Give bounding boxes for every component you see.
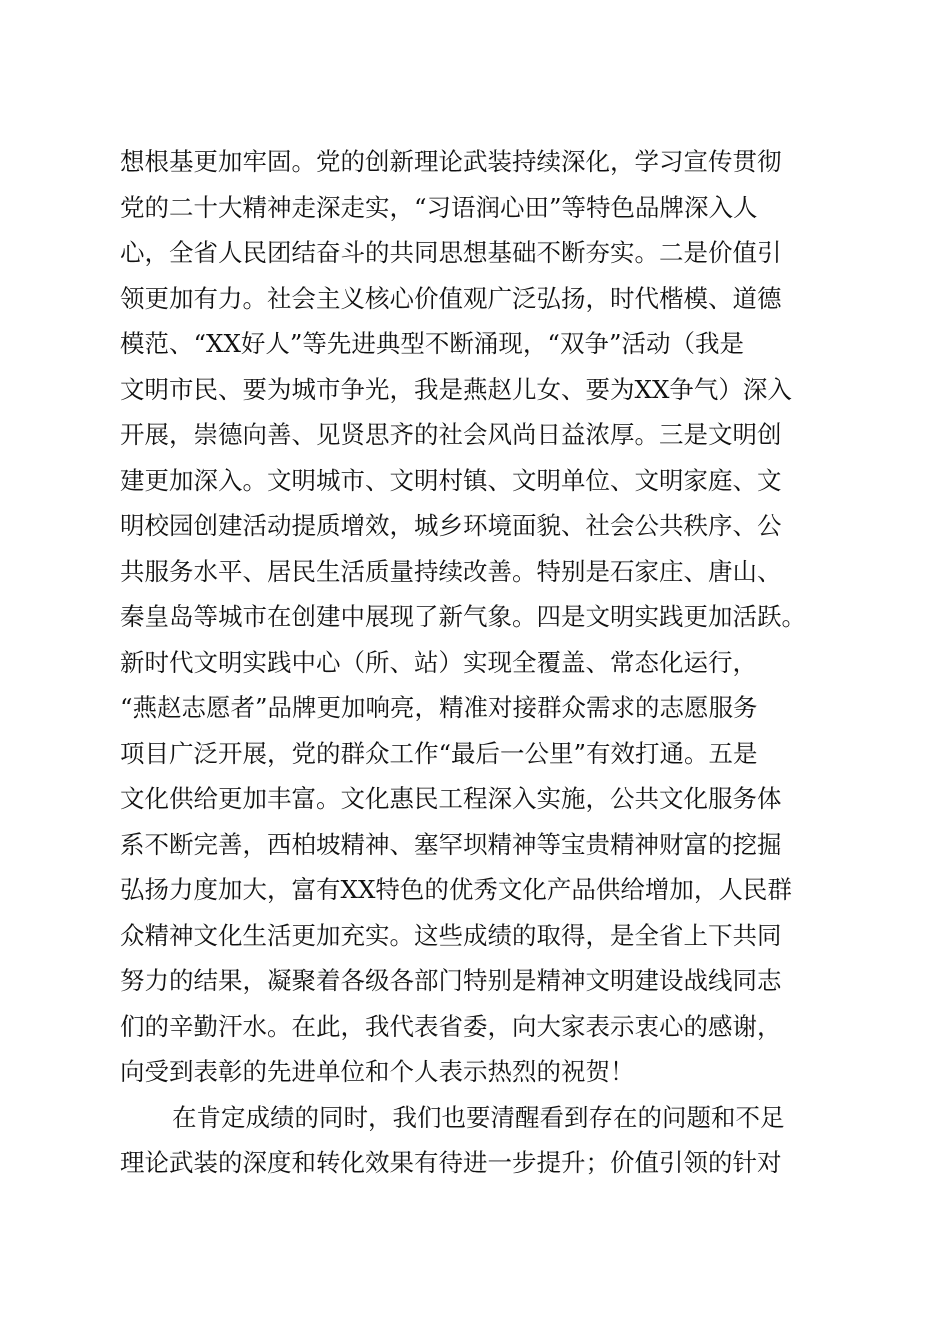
text-line: 文明市民、要为城市争光，我是燕赵儿女、要为XX争气）深入 [120,374,792,404]
text-line: 模范、“XX好人”等先进典型不断涌现，“双争”活动（我是 [120,329,744,358]
text-line: 向受到表彰的先进单位和个人表示热烈的祝贺！ [120,1057,635,1086]
text-line: 明校园创建活动提质增效，城乡环境面貌、社会公共秩序、公 [120,511,782,540]
text-line: “燕赵志愿者”品牌更加响亮，精准对接群众需求的志愿服务 [120,693,758,722]
text-line: 系不断完善，西柏坡精神、塞罕坝精神等宝贵精神财富的挖掘 [120,829,782,859]
text-line: 开展，崇德向善、见贤思齐的社会风尚日益浓厚。三是文明创 [120,420,782,449]
text-line: 心，全省人民团结奋斗的共同思想基础不断夯实。二是价值引 [120,238,782,267]
document-body [120,139,840,1186]
text-line: 们的辛勤汗水。在此，我代表省委，向大家表示衷心的感谢， [120,1011,782,1041]
text-line: 领更加有力。社会主义核心价值观广泛弘扬，时代楷模、道德 [120,283,782,313]
text-line: 项目广泛开展，党的群众工作“最后一公里”有效打通。五是 [120,738,758,768]
text-line: 秦皇岛等城市在创建中展现了新气象。四是文明实践更加活跃。 [120,602,806,631]
text-line: 理论武装的深度和转化效果有待进一步提升；价值引领的针对 [120,1148,782,1177]
text-line: 文化供给更加丰富。文化惠民工程深入实施，公共文化服务体 [120,784,782,813]
paragraph-first-line: 在肯定成绩的同时，我们也要清醒看到存在的问题和不足 [172,1102,785,1132]
text-line: 共服务水平、居民生活质量持续改善。特别是石家庄、唐山、 [120,556,782,586]
text-line: 党的二十大精神走深走实，“习语润心田”等特色品牌深入人 [120,192,758,222]
text-line: 努力的结果，凝聚着各级各部门特别是精神文明建设战线同志 [120,966,782,995]
text-line: 弘扬力度加大，富有XX特色的优秀文化产品供给增加，人民群 [120,875,792,904]
text-line: 新时代文明实践中心（所、站）实现全覆盖、常态化运行， [120,647,757,677]
text-line: 想根基更加牢固。党的创新理论武装持续深化，学习宣传贯彻 [120,147,782,176]
text-line: 建更加深入。文明城市、文明村镇、文明单位、文明家庭、文 [120,465,782,495]
text-line: 众精神文化生活更加充实。这些成绩的取得，是全省上下共同 [120,920,782,950]
